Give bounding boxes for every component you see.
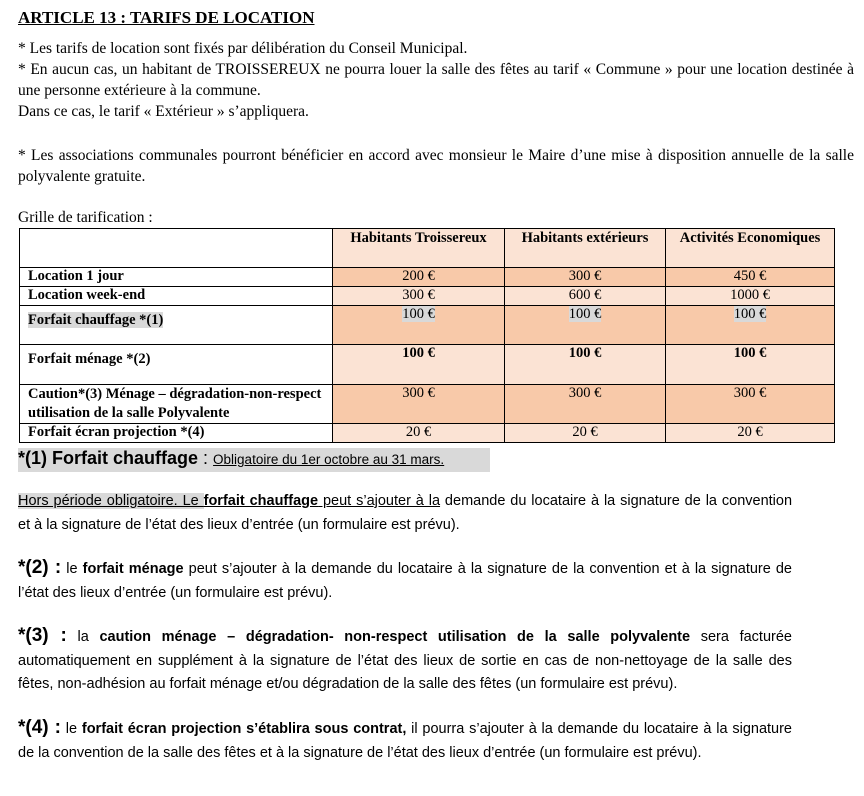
table-cell: 300 € — [505, 268, 666, 287]
paragraph-tarifs: * Les tarifs de location sont fixés par délibération du Conseil Municipal. — [18, 40, 468, 57]
table-cell: 100 € — [505, 345, 666, 385]
table-row — [20, 268, 835, 287]
paragraph-associations: * Les associations communales pourront bénéficier en accord avec monsieur le Maire d’une mise à disposition annuelle de la salle polyvalente gratuite. — [18, 147, 854, 185]
table-header-row — [20, 229, 835, 268]
table-cell: 300 € — [666, 385, 835, 424]
note-4-c: il pourra s’ajouter à la demande du locataire à la signature de la convention de la salle des fêtes et à la signature de l’état des lieux d’entrée (un formulaire est prévu). — [18, 721, 792, 761]
note-1-period: Obligatoire du 1er octobre au 31 mars. — [213, 452, 445, 467]
cell-value: 100 € — [733, 306, 767, 322]
grid-label: Grille de tarification : — [18, 209, 153, 226]
note-2 — [18, 556, 792, 605]
table-cell — [505, 306, 666, 345]
note-2-b: forfait ménage — [82, 561, 184, 577]
header-activites-economiques: Activités Economiques — [666, 229, 835, 268]
note-1-body-d: demande du locataire à la signature de la convention et à la signature de l’état des lieux d’entrée (un formulaire est prévu). — [18, 493, 793, 533]
paragraph-habitant: * En aucun cas, un habitant de TROISSEREUX ne pourra louer la salle des fêtes au tarif « Commune » pour une location destinée à une personne extérieure à la commune. — [18, 61, 854, 99]
note-3-star: *(3) : — [18, 625, 67, 646]
note-4-a: le — [60, 721, 82, 737]
table-cell — [666, 306, 835, 345]
cell-value: 100 € — [402, 306, 435, 322]
note-2-star: *(2) : — [18, 557, 62, 578]
table-cell: 600 € — [505, 287, 666, 306]
row-label: Forfait écran projection *(4) — [20, 424, 333, 443]
pricing-table — [19, 228, 835, 443]
header-habitants-troissereux: Habitants Troissereux — [333, 229, 505, 268]
table-cell: 1000 € — [666, 287, 835, 306]
note-3 — [18, 624, 792, 697]
note-4 — [18, 716, 792, 765]
paragraph-exterieur: Dans ce cas, le tarif « Extérieur » s’appliquera. — [18, 103, 309, 120]
row-label: Forfait ménage *(2) — [20, 345, 333, 385]
row-label: Location week-end — [20, 287, 333, 306]
article-title: ARTICLE 13 : TARIFS DE LOCATION — [18, 8, 315, 27]
table-cell: 100 € — [333, 345, 505, 385]
table-cell: 300 € — [333, 385, 505, 424]
note-4-star: *(4) : — [18, 717, 61, 738]
note-3-b: caution ménage – dégradation- non-respect utilisation de la salle polyvalente — [99, 629, 691, 645]
row-label — [20, 306, 333, 345]
cell-value: 100 € — [568, 306, 602, 322]
table-cell: 20 € — [505, 424, 666, 443]
table-cell: 300 € — [333, 287, 505, 306]
table-cell: 20 € — [666, 424, 835, 443]
note-4-b: forfait écran projection s’établira sous contrat, — [81, 721, 407, 737]
table-cell: 200 € — [333, 268, 505, 287]
table-row — [20, 345, 835, 385]
table-row — [20, 424, 835, 443]
row-label: Caution*(3) Ménage – dégradation-non-respect utilisation de la salle Polyvalente — [20, 385, 333, 424]
table-cell — [333, 306, 505, 345]
row-label: Location 1 jour — [20, 268, 333, 287]
table-cell: 450 € — [666, 268, 835, 287]
note-1-body — [18, 490, 792, 537]
table-row — [20, 385, 835, 424]
table-cell: 100 € — [666, 345, 835, 385]
note-1-title: *(1) Forfait chauffage — [18, 448, 199, 468]
table-row — [20, 306, 835, 345]
forfait-chauffage-label: Forfait chauffage *(1) — [28, 312, 164, 328]
note-1-body-c: peut s’ajouter à la — [318, 493, 441, 509]
note-3-c: sera facturée automatiquement en supplément à la signature de l’état des lieux de sortie en cas de non-nettoyage de la salle des fêtes, non-adhésion au forfait ménage et/ou dégradation de la salle des fêtes (un formulaire est prévu). — [18, 629, 792, 692]
header-habitants-exterieurs: Habitants extérieurs — [505, 229, 666, 268]
note-1-body-a: Hors période obligatoire. Le — [18, 493, 204, 509]
note-2-a: le — [61, 561, 83, 577]
table-corner-cell — [20, 229, 333, 268]
table-cell: 20 € — [333, 424, 505, 443]
table-row — [20, 287, 835, 306]
note-1-colon: : — [198, 448, 214, 468]
note-forfait-chauffage-heading — [18, 448, 490, 472]
note-3-a: la — [66, 629, 100, 645]
note-2-c: peut s’ajouter à la demande du locataire à la signature de la convention et à la signature de l’état des lieux d’entrée (un formulaire est prévu). — [18, 561, 792, 601]
note-1-body-b: forfait chauffage — [203, 493, 319, 509]
table-cell: 300 € — [505, 385, 666, 424]
